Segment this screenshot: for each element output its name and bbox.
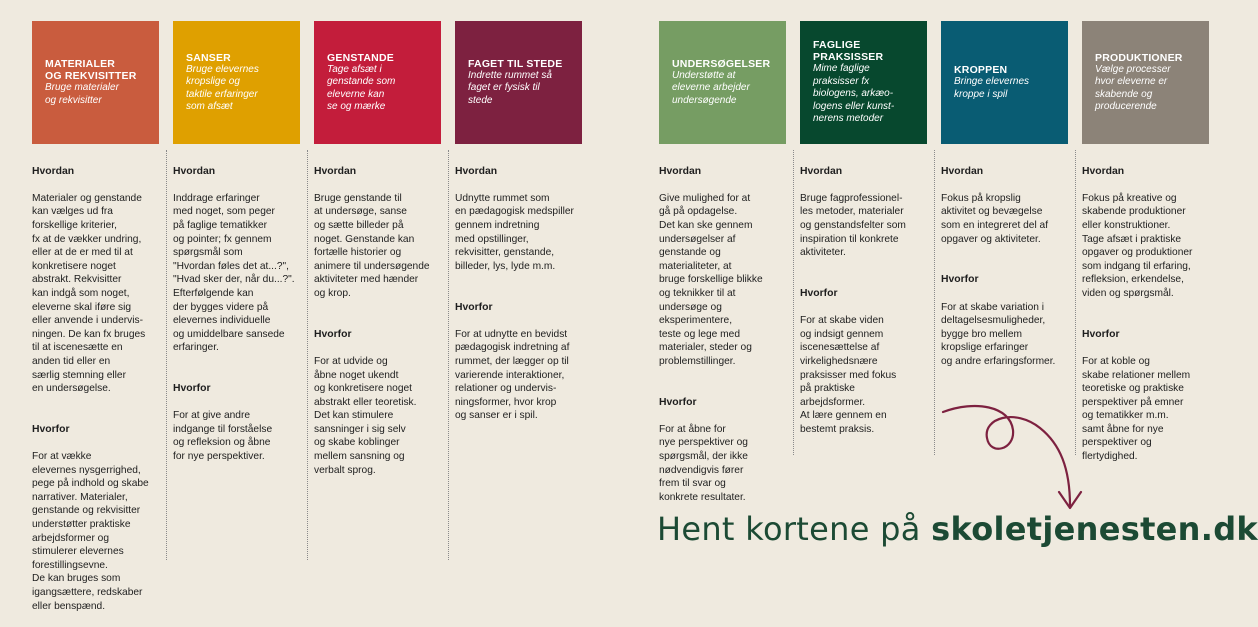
hvordan-text: Bruge genstande til at undersøge, sanse og sætte billeder på noget. Genstande kan fortælle historier og animere til undersøgende aktiviteter med hænder og krop. xyxy=(314,192,430,299)
card-title: SANSER xyxy=(186,51,231,64)
hvorfor-heading: Hvorfor xyxy=(32,423,70,435)
hvordan-text: Fokus på kreative og skabende produktioner eller konstruktioner. Tage afsæt i praktiske opgaver og produktioner som indgang til erfaring, refleksion, erkendelse, viden og spørgsmål. xyxy=(1082,192,1193,299)
footer-cta xyxy=(657,510,1258,548)
hvorfor-text: For at skabe variation i deltagelsesmuligheder, bygge bro mellem kropslige erfaringer og andre erfaringsformer. xyxy=(941,301,1056,367)
card-subtitle: Bringe elevernes kroppe i spil xyxy=(954,76,1030,100)
column-sanser xyxy=(173,151,318,477)
hvorfor-text: For at udvide og åbne noget ukendt og konkretisere noget abstrakt eller teoretisk. Det kan stimulere sansninger i sig selv og skabe koblinger mellem sansning og verbalt sprog. xyxy=(314,355,417,476)
curly-arrow-icon xyxy=(935,398,1105,518)
hvordan-heading: Hvordan xyxy=(941,165,984,177)
card-subtitle: Tage afsæt i genstande som eleverne kan se og mærke xyxy=(327,63,396,112)
card-title: MATERIALER OG REKVISITTER xyxy=(45,58,137,82)
card-faget-til-stede xyxy=(455,21,582,144)
hvordan-text: Bruge fagprofessionel- les metoder, materialer og genstandsfelter som inspiration til konkrete aktiviteter. xyxy=(800,192,906,259)
hvordan-heading: Hvordan xyxy=(659,165,702,177)
card-title: UNDERSØGELSER xyxy=(672,57,771,70)
card-title: FAGLIGE PRAKSISSER xyxy=(813,39,884,64)
column-genstande xyxy=(314,151,459,491)
hvordan-heading: Hvordan xyxy=(800,165,843,177)
hvorfor-text: For at koble og skabe relationer mellem teoretiske og praktiske perspektiver på emner og tematikker m.m. samt åbne for nye perspektiver og flertydighed. xyxy=(1082,355,1191,463)
card-subtitle: Mime faglige praksisser fx biologens, arkæo- logens eller kunst- nerens metoder xyxy=(813,63,895,125)
card-title: KROPPEN xyxy=(954,64,1008,76)
card-subtitle: Understøtte at eleverne arbejder undersøgende xyxy=(672,69,750,106)
card-kroppen xyxy=(941,21,1068,144)
hvordan-heading: Hvordan xyxy=(455,165,498,177)
hvorfor-heading: Hvorfor xyxy=(800,287,838,299)
card-title: FAGET TIL STEDE xyxy=(468,57,563,70)
hvordan-heading: Hvordan xyxy=(173,165,216,177)
card-title: GENSTANDE xyxy=(327,51,394,64)
card-undersoegelser xyxy=(659,21,786,144)
hvorfor-text: For at skabe viden og indsigt gennem iscenesættelse af virkelighedsnære praksisser med fokus på praktiske arbejdsformer. At lære gennem en bestemt praksis. xyxy=(800,315,897,435)
hvorfor-heading: Hvorfor xyxy=(1082,328,1120,340)
hvorfor-heading: Hvorfor xyxy=(455,301,493,313)
hvordan-text: Inddrage erfaringer med noget, som peger på faglige tematikker og pointer; fx gennem spørgsmål som "Hvordan føles det at...?", "Hvad sker der, når du...?". Efterfølgende kan der bygges videre på elevernes individuelle og umiddelbare sansede erfaringer. xyxy=(173,192,295,354)
card-subtitle: Bruge elevernes kropslige og taktile erfaringer som afsæt xyxy=(186,63,259,112)
card-sanser xyxy=(173,21,300,144)
hvorfor-text: For at udnytte en bevidst pædagogisk indretning af rummet, der lægger op til varierende interaktioner, relationer og undervis- ningsformer, hvor krop og sanser er i spil. xyxy=(455,328,570,422)
hvorfor-text: For at give andre indgange til forståelse og refleksion og åbne for nye perspektiver. xyxy=(173,410,273,463)
card-subtitle: Indrette rummet så faget er fysisk til stede xyxy=(468,69,552,106)
hvorfor-heading: Hvorfor xyxy=(941,274,979,286)
card-subtitle: Bruge materialer og rekvisitter xyxy=(45,82,119,106)
hvordan-text: Fokus på kropslig aktivitet og bevægelse som en integreret del af opgaver og aktiviteter. xyxy=(941,192,1049,245)
card-subtitle: Vælge processer hvor eleverne er skabende og producerende xyxy=(1095,63,1171,112)
hvordan-text: Udnytte rummet som en pædagogisk medspiller gennem indretning med opstillinger, rekvisitter, genstande, billeder, lys, lyde m.m. xyxy=(455,192,574,272)
card-genstande xyxy=(314,21,441,144)
footer-site-link[interactable]: skoletjenesten.dk xyxy=(931,510,1258,548)
hvordan-text: Give mulighed for at gå på opdagelse. Det kan ske gennem undersøgelser af genstande og materialiteter, at bruge forskellige blikke og teknikker til at undersøge og eksperimentere, teste og lege med materialer, steder og problemstillinger. xyxy=(659,192,763,367)
card-materialer xyxy=(32,21,159,144)
card-title: PRODUKTIONER xyxy=(1095,51,1183,64)
hvorfor-heading: Hvorfor xyxy=(314,328,352,340)
hvorfor-heading: Hvorfor xyxy=(659,396,697,408)
hvordan-heading: Hvordan xyxy=(1082,165,1125,177)
card-faglige-praksisser xyxy=(800,21,927,144)
footer-prefix: Hent kortene på xyxy=(657,510,932,548)
column-kroppen xyxy=(941,151,1086,382)
column-undersoegelser xyxy=(659,151,804,518)
column-faglige-praksisser xyxy=(800,151,945,450)
hvordan-heading: Hvordan xyxy=(32,165,75,177)
hvorfor-heading: Hvorfor xyxy=(173,383,211,395)
card-produktioner xyxy=(1082,21,1209,144)
hvorfor-text: For at vække elevernes nysgerrighed, pege på indhold og skabe narrativer. Materialer, genstande og rekvisitter understøtter praktiske arbejdsformer og stimulerer elevernes forestillingsevne. De kan bruges som igangsættere, redskaber eller benspænd. xyxy=(32,451,149,612)
hvordan-heading: Hvordan xyxy=(314,165,357,177)
hvorfor-text: For at åbne for nye perspektiver og spørgsmål, der ikke nødvendigvis fører frem til svar og konkrete resultater. xyxy=(659,423,748,503)
hvordan-text: Materialer og genstande kan vælges ud fra forskellige kriterier, fx at de vækker undring, eller at de er med til at konkretisere noget abstrakt. Rekvisitter kan indgå som noget, eleverne skal iføre sig eller anvende i undervis- ningen. De kan fx bruges til at iscenesætte en anden tid eller en særlig stemning eller en undersøgelse. xyxy=(32,192,146,395)
column-faget-til-stede xyxy=(455,151,605,436)
column-materialer xyxy=(32,151,177,627)
